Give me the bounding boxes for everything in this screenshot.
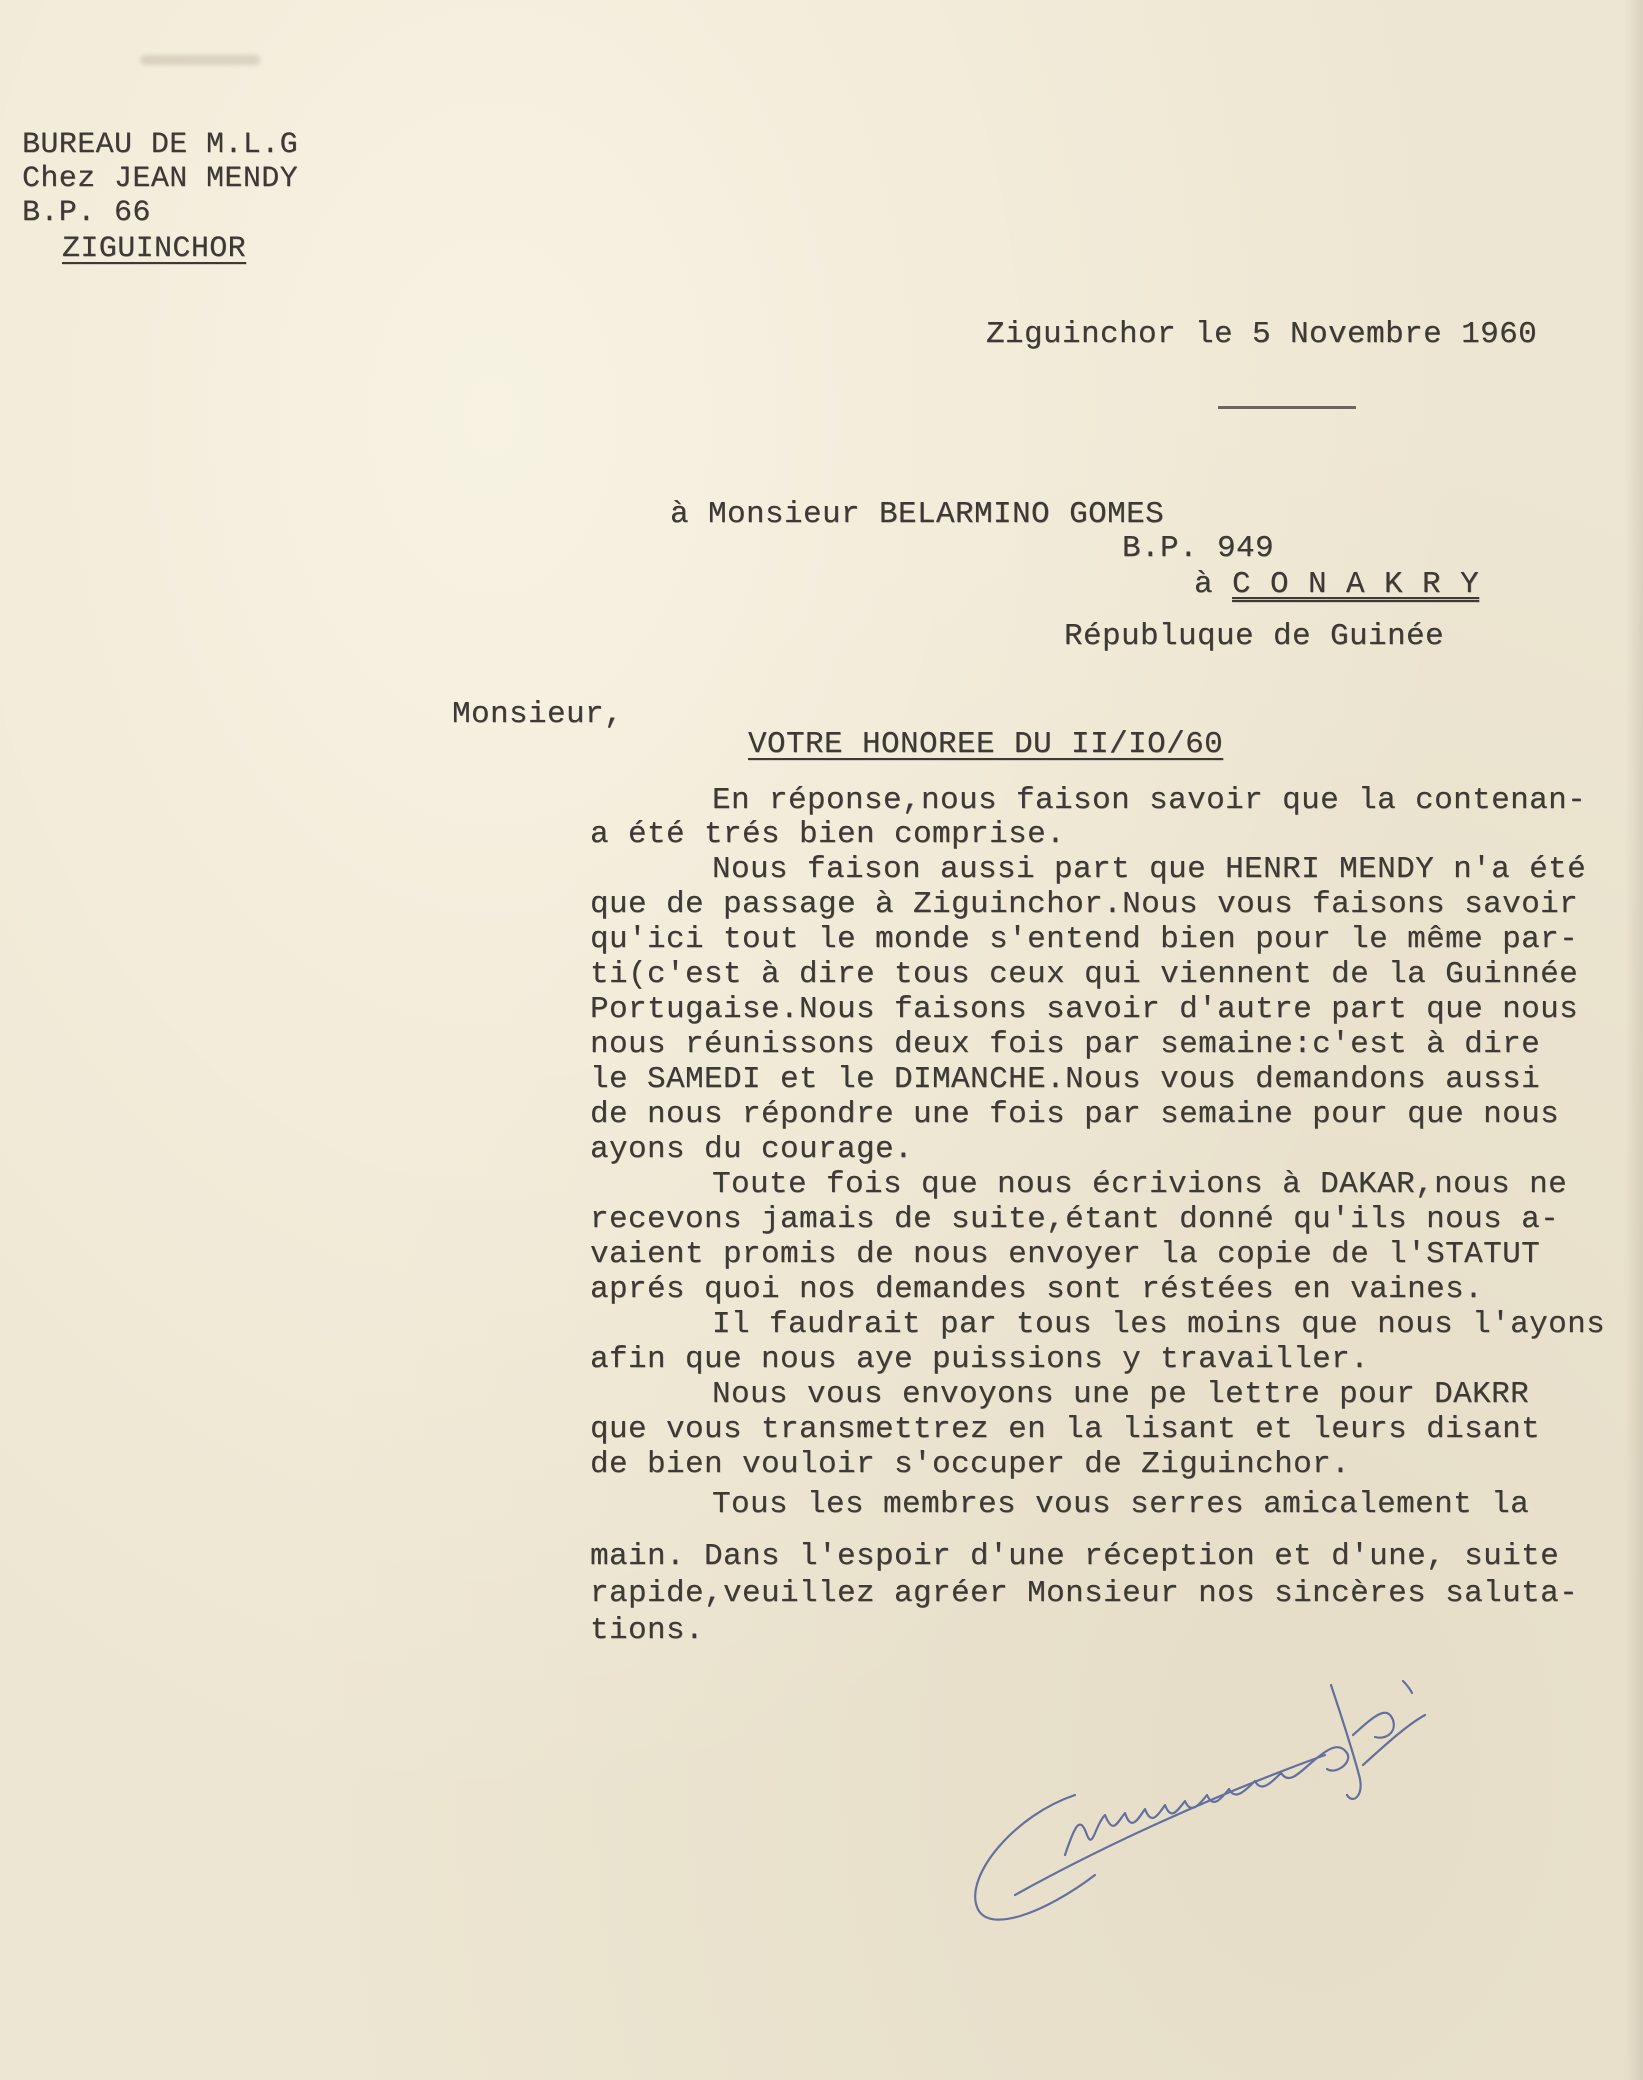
sender-line-2: Chez JEAN MENDY <box>22 162 299 196</box>
date-line: Ziguinchor le 5 Novembre 1960 <box>986 317 1538 352</box>
body-line: le SAMEDI et le DIMANCHE.Nous vous demandons aussi <box>590 1062 1541 1097</box>
body-line: ti(c'est à dire tous ceux qui viennent de la Guinnée <box>590 957 1579 992</box>
sender-line-4: ZIGUINCHOR <box>62 232 247 266</box>
recipient-line-4: Républuque de Guinée <box>1064 619 1445 654</box>
body-line: Nous vous envoyons une pe lettre pour DAKRR <box>712 1377 1530 1412</box>
date-separator <box>1218 406 1356 409</box>
recipient-line-2: B.P. 949 <box>1122 531 1275 566</box>
body-line: a été trés bien comprise. <box>590 817 1066 852</box>
body-line: Tous les membres vous serres amicalement la <box>712 1487 1530 1522</box>
recipient-city: C O N A K R Y <box>1232 567 1480 602</box>
body-line: Portugaise.Nous faisons savoir d'autre part que nous <box>590 992 1579 1027</box>
recipient-city-prefix: à <box>1194 567 1233 602</box>
recipient-line-3 <box>1194 568 1479 602</box>
body-line: En réponse,nous faison savoir que la contenan- <box>712 783 1587 818</box>
body-line: vaient promis de nous envoyer la copie de l'STATUT <box>590 1237 1541 1272</box>
body-line: Nous faison aussi part que HENRI MENDY n'a été <box>712 852 1587 887</box>
body-line: rapide,veuillez agréer Monsieur nos sincères saluta- <box>590 1576 1579 1611</box>
sender-line-3: B.P. 66 <box>22 196 151 230</box>
body-line: de bien vouloir s'occuper de Ziguinchor. <box>590 1447 1351 1482</box>
body-line: recevons jamais de suite,étant donné qu'ils nous a- <box>590 1202 1560 1237</box>
body-line: Il faudrait par tous les moins que nous l'ayons <box>712 1307 1606 1342</box>
body-line: Toute fois que nous écrivions à DAKAR,nous ne <box>712 1167 1568 1202</box>
body-line: que vous transmettrez en la lisant et leurs disant <box>590 1412 1541 1447</box>
paper-smudge <box>140 55 260 65</box>
body-line: nous réunissons deux fois par semaine:c'est à dire <box>590 1027 1541 1062</box>
paper-edge-shadow <box>1625 0 1643 2080</box>
body-line: afin que nous aye puissions y travailler. <box>590 1342 1370 1377</box>
salutation: Monsieur, <box>452 697 624 732</box>
body-line: que de passage à Ziguinchor.Nous vous faisons savoir <box>590 887 1579 922</box>
body-line: tions. <box>590 1613 705 1648</box>
sender-line-1: BUREAU DE M.L.G <box>22 128 299 162</box>
subject-line: VOTRE HONOREE DU II/IO/60 <box>748 727 1224 762</box>
recipient-line-1: à Monsieur BELARMINO GOMES <box>670 497 1165 532</box>
body-line: de nous répondre une fois par semaine pour que nous <box>590 1097 1560 1132</box>
body-line: main. Dans l'espoir d'une réception et d'une, suite <box>590 1539 1560 1574</box>
signature <box>955 1645 1505 1945</box>
body-line: aprés quoi nos demandes sont réstées en vaines. <box>590 1272 1484 1307</box>
body-line: qu'ici tout le monde s'entend bien pour le même par- <box>590 922 1579 957</box>
body-line: ayons du courage. <box>590 1132 914 1167</box>
